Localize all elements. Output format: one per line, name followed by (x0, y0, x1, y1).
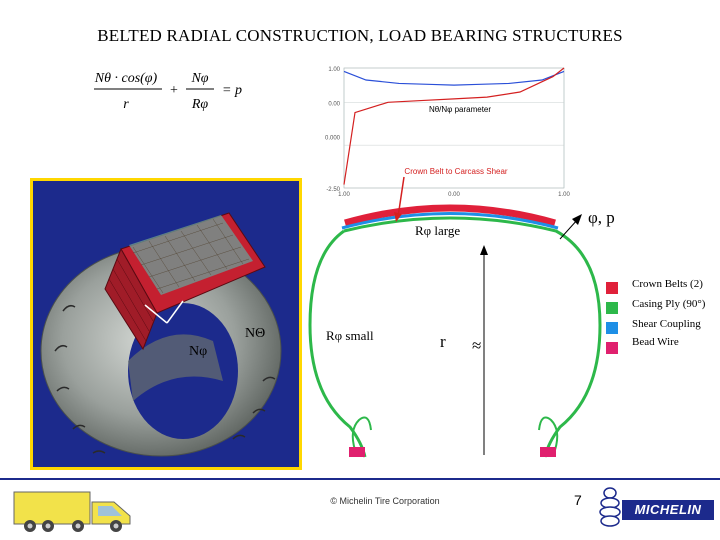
chart-y-tick-labels (325, 67, 341, 193)
bibendum-icon (596, 486, 624, 530)
legend-swatch-3 (606, 342, 618, 354)
formula-term2-denominator: Rφ (191, 97, 209, 112)
chart-x-tick-0: 1.00 (338, 192, 350, 198)
bead-wire-left (349, 447, 365, 457)
chart-y-tick-0: 1.00 (328, 67, 340, 73)
chart-y-tick-2: 0.000 (324, 135, 340, 142)
formula-plus: + (170, 83, 178, 98)
chart-y-tick-3: -2.50 (326, 187, 340, 193)
formula-term1-denominator: r (123, 97, 129, 112)
label-approx: ≈ (472, 336, 482, 355)
legend-label-1: Casing Ply (90°) (632, 298, 706, 310)
legend-label-3: Bead Wire (632, 336, 679, 348)
page-number: 7 (574, 492, 582, 508)
tire-cutaway-panel (30, 178, 302, 470)
copyright-text: © Michelin Tire Corporation (330, 496, 440, 506)
legend-swatch-1 (606, 302, 618, 314)
legend-swatch-0 (606, 282, 618, 294)
load-balance-formula (92, 64, 252, 120)
formula-equals: = p (222, 83, 242, 98)
chart-annotation-parameter: Nθ/Nφ parameter (428, 105, 492, 114)
tire-label-ntheta: NΘ (245, 326, 266, 341)
chart-x-tick-1: 0.00 (448, 192, 460, 198)
legend-label-2: Shear Coupling (632, 318, 701, 330)
slide-title: BELTED RADIAL CONSTRUCTION, LOAD BEARING STRUCTURES (97, 26, 623, 45)
stress-parameter-chart (312, 62, 568, 200)
radius-arrow-head (480, 245, 488, 255)
chart-x-tick-2: 1.00 (558, 192, 570, 198)
formula-term2-numerator: Nφ (191, 71, 209, 86)
footer-divider (0, 478, 720, 480)
label-r: r (440, 332, 446, 351)
legend-label-0: Crown Belts (2) (632, 278, 703, 290)
label-rphi-large: Rφ large (415, 223, 461, 238)
michelin-wordmark: MICHELIN (622, 500, 714, 520)
tire-label-nphi: Nφ (189, 344, 208, 359)
label-phi-p: φ, p (588, 208, 615, 227)
formula-term1-numerator: Nθ · cos(φ) (94, 71, 158, 86)
tire-cross-section (300, 195, 615, 470)
tire-cutaway-illustration (33, 181, 299, 467)
label-rphi-small: Rφ small (326, 328, 374, 343)
chart-y-tick-1: 0.00 (328, 101, 340, 108)
truck-logo-icon (8, 486, 136, 536)
bead-wire-right (540, 447, 556, 457)
legend-swatch-2 (606, 322, 618, 334)
chart-annotation-shear: Crown Belt to Carcass Shear (404, 167, 508, 176)
